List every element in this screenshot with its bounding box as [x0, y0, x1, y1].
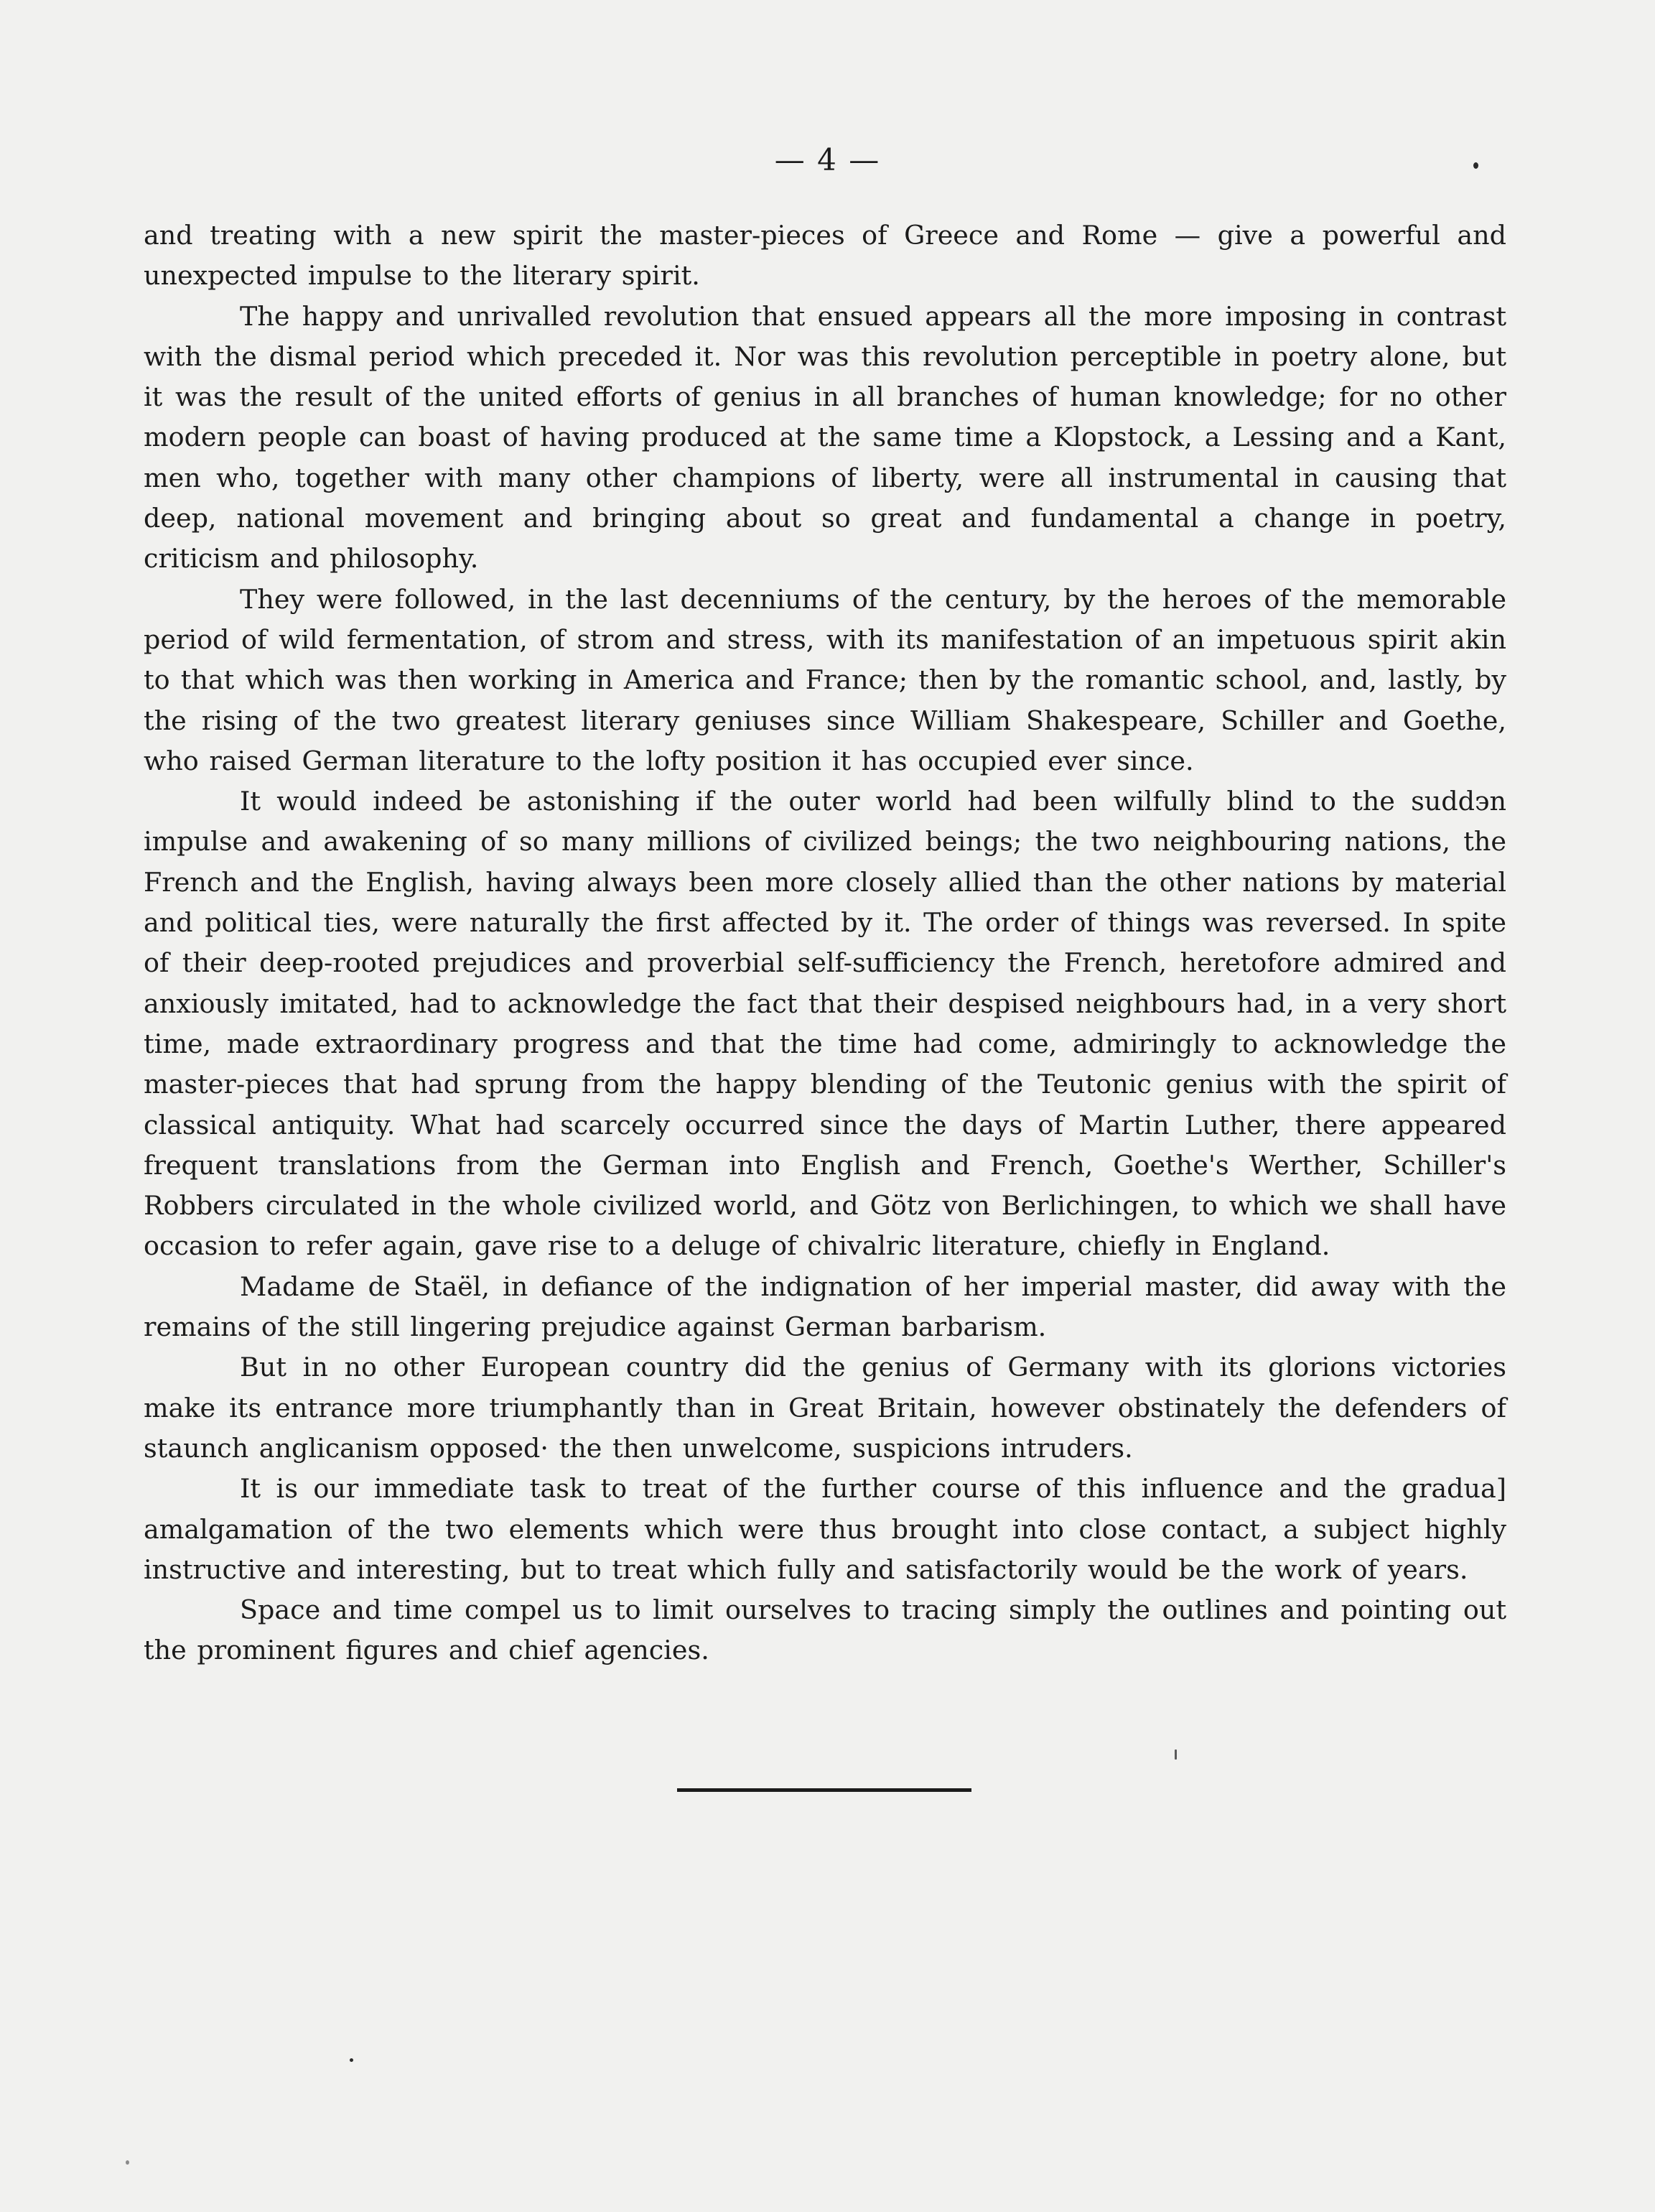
page-number: — 4 —	[774, 142, 881, 177]
paragraph-immediate-task: It is our immediate task to treat of the further course of this influence and the gradua] amalgamation of the two elements which were thus brought into close contact, a subject highly instructive and interesting, but to treat which fully and satisfactorily would be the work of years.	[144, 1473, 1506, 1585]
ink-speck	[1473, 162, 1478, 169]
paragraph-madame-de-stael: Madame de Staël, in defiance of the indignation of her imperial master, did away with the remains of the still lingering prejudice against German barbarism.	[144, 1270, 1506, 1343]
paragraph-great-britain: But in no other European country did the genius of Germany with its glorions victories make its entrance more triumphantly than in Great Britain, however obstinately the defenders of staunch anglicanism opposed· the then unwelcome, suspicions intruders.	[144, 1352, 1506, 1464]
paragraph-storm-and-stress: They were followed, in the last decenniums of the century, by the heroes of the memorable period of wild fermentation, of strom and stress, with its manifestation of an impetuous spirit akin to that which was then working in America and France; then by the romantic school, and, lastly, by the rising of the two greatest literary geniuses since William Shakespeare, Schiller and Goethe, who raised German literature to the lofty position it has occupied ever since.	[144, 583, 1506, 776]
ink-speck	[1175, 1749, 1177, 1760]
ink-speck	[350, 2058, 353, 2062]
paragraph-continuation: and treating with a new spirit the master-pieces of Greece and Rome — give a powerful and unexpected impulse to the literary spirit.	[144, 220, 1506, 292]
paragraph-revolution: The happy and unrivalled revolution that ensued appears all the more imposing in contrast with the dismal period which preceded it. Nor was this revolution perceptible in poetry alone, but it was the result of the united efforts of genius in all branches of human knowledge; for no other modern people can boast of having produced at the same time a Klopstock, a Lessing and a Kant, men who, together with many other champions of liberty, were all instrumental in causing that deep, national movement and bringing about so great and fundamental a change in poetry, criticism and philosophy.	[144, 300, 1506, 575]
ink-speck	[126, 2160, 129, 2165]
body-text	[144, 215, 1506, 1671]
paragraph-space-and-time: Space and time compel us to limit ourselves to tracing simply the outlines and pointing out the prominent figures and chief agencies.	[144, 1594, 1506, 1666]
paragraph-outer-world: It would indeed be astonishing if the outer world had been wilfully blind to the suddэn impulse and awakening of so many millions of civilized beings; the two neighbouring nations, the French and the English, having always been more closely allied than the other nations by material and political ties, were naturally the first affected by it. The order of things was reversed. In spite of their deep-rooted prejudices and proverbial self-sufficiency the French, heretofore admired and anxiously imitated, had to acknowledge the fact that their despised neighbours had, in a very short time, made extraordinary progress and that the time had come, admiringly to acknowledge the master-pieces that had sprung from the happy blending of the Teutonic genius with the spirit of classical antiquity. What had scarcely occurred since the days of Martin Luther, there appeared frequent translations from the German into English and French, Goethe's Werther, Schiller's Robbers circulated in the whole civilized world, and Götz von Berlichingen, to which we shall have occasion to refer again, gave rise to a deluge of chivalric literature, chiefly in England.	[144, 786, 1506, 1262]
section-end-rule	[677, 1788, 971, 1792]
